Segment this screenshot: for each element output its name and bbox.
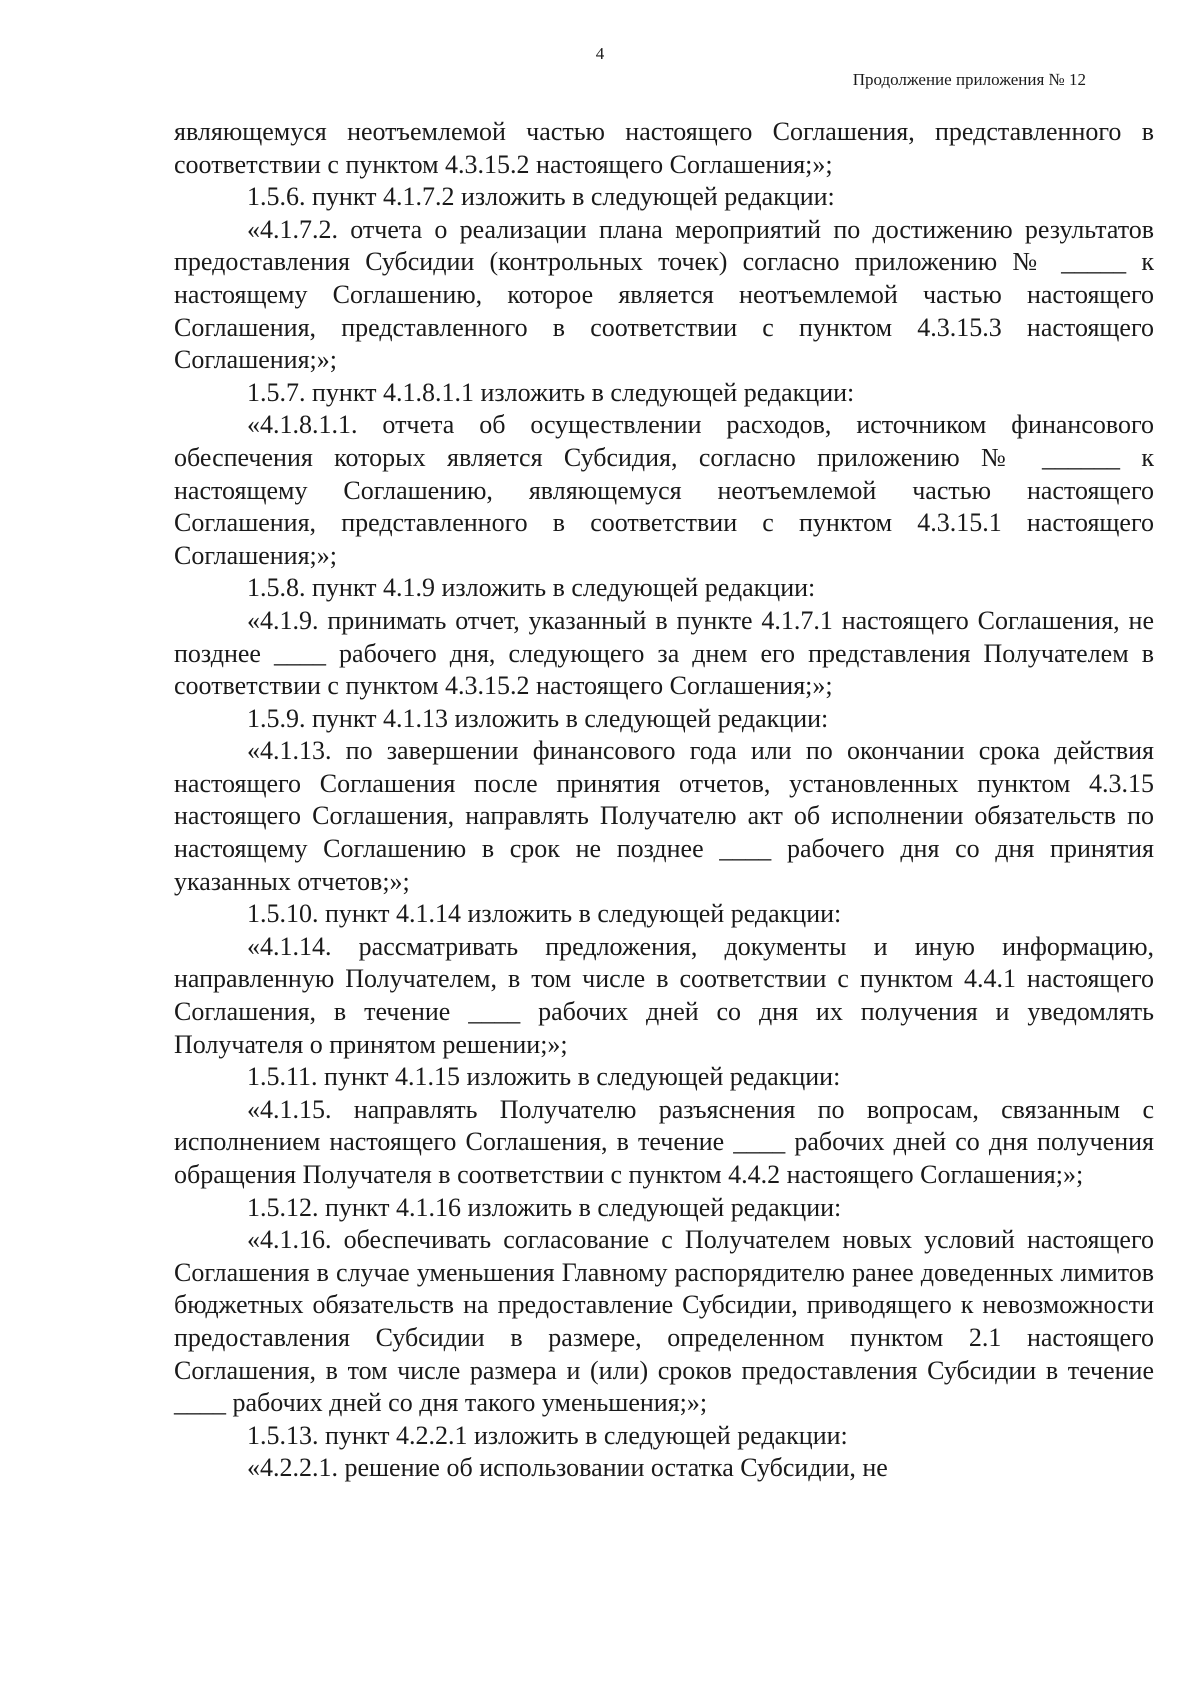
paragraph-continuation: являющемуся неотъемлемой частью настоящего Соглашения, представленного в соответствии с пунктом 4.3.15.2 настоящего Соглашения;»; xyxy=(174,117,1154,179)
paragraph-quote-4-1-8-1-1: «4.1.8.1.1. отчета об осуществлении расходов, источником финансового обеспечения которых является Субсидия, согласно приложению № ______ к настоящему Соглашению, являющемуся неотъемлемой частью настоящего Соглашения, представленного в соответствии с пунктом 4.3.15.1 настоящего Соглашения;»; xyxy=(174,410,1154,570)
paragraph-quote-4-1-9: «4.1.9. принимать отчет, указанный в пункте 4.1.7.1 настоящего Соглашения, не позднее ____ рабочего дня, следующего за днем его представления Получателем в соответствии с пунктом 4.3.15.2 настоящего Соглашения;»; xyxy=(174,605,1154,701)
document-body xyxy=(174,116,1154,1485)
appendix-continuation-note: Продолжение приложения № 12 xyxy=(852,70,1086,89)
page-number: 4 xyxy=(595,44,605,63)
paragraph-quote-4-1-16: «4.1.16. обеспечивать согласование с Получателем новых условий настоящего Соглашения в случае уменьшения Главному распорядителю ранее доведенных лимитов бюджетных обязательств на предоставление Субсидии, приводящего к невозможности предоставления Субсидии в размере, определенном пунктом 2.1 настоящего Соглашения, в том числе размера и (или) сроков предоставления Субсидии в течение ____ рабочих дней со дня такого уменьшения;»; xyxy=(174,1225,1154,1418)
paragraph-quote-4-1-15: «4.1.15. направлять Получателю разъяснения по вопросам, связанным с исполнением настоящего Соглашения, в течение ____ рабочих дней со дня получения обращения Получателя в соответствии с пунктом 4.4.2 настоящего Соглашения;»; xyxy=(174,1094,1154,1189)
paragraph-item-1-5-8: 1.5.8. пункт 4.1.9 изложить в следующей редакции: xyxy=(247,573,816,603)
paragraph-quote-4-1-7-2: «4.1.7.2. отчета о реализации плана мероприятий по достижению результатов предоставления Субсидии (контрольных точек) согласно приложению № _____ к настоящему Соглашению, которое является неотъемлемой частью настоящего Соглашения, представленного в соответствии с пунктом 4.3.15.3 настоящего Соглашения;»; xyxy=(174,214,1154,375)
paragraph-quote-4-2-2-1: «4.2.2.1. решение об использовании остатка Субсидии, не xyxy=(247,1453,888,1483)
paragraph-item-1-5-13: 1.5.13. пункт 4.2.2.1 изложить в следующей редакции: xyxy=(247,1420,848,1450)
paragraph-item-1-5-7: 1.5.7. пункт 4.1.8.1.1 изложить в следующей редакции: xyxy=(247,377,855,407)
paragraph-item-1-5-12: 1.5.12. пункт 4.1.16 изложить в следующей редакции: xyxy=(247,1192,842,1222)
paragraph-quote-4-1-14: «4.1.14. рассматривать предложения, документы и иную информацию, направленную Получателем, в том числе в соответствии с пунктом 4.4.1 настоящего Соглашения, в течение ____ рабочих дней со дня их получения и уведомлять Получателя о принятом решении;»; xyxy=(174,931,1154,1059)
paragraph-item-1-5-9: 1.5.9. пункт 4.1.13 изложить в следующей редакции: xyxy=(247,703,829,733)
paragraph-item-1-5-11: 1.5.11. пункт 4.1.15 изложить в следующей редакции: xyxy=(247,1062,841,1092)
paragraph-item-1-5-10: 1.5.10. пункт 4.1.14 изложить в следующей редакции: xyxy=(247,899,842,929)
paragraph-item-1-5-6: 1.5.6. пункт 4.1.7.2 изложить в следующей редакции: xyxy=(247,182,835,212)
paragraph-quote-4-1-13: «4.1.13. по завершении финансового года или по окончании срока действия настоящего Соглашения после принятия отчетов, установленных пунктом 4.3.15 настоящего Соглашения, направлять Получателю акт об исполнении обязательств по настоящему Соглашению в срок не позднее ____ рабочего дня со дня принятия указанных отчетов;»; xyxy=(174,736,1154,896)
